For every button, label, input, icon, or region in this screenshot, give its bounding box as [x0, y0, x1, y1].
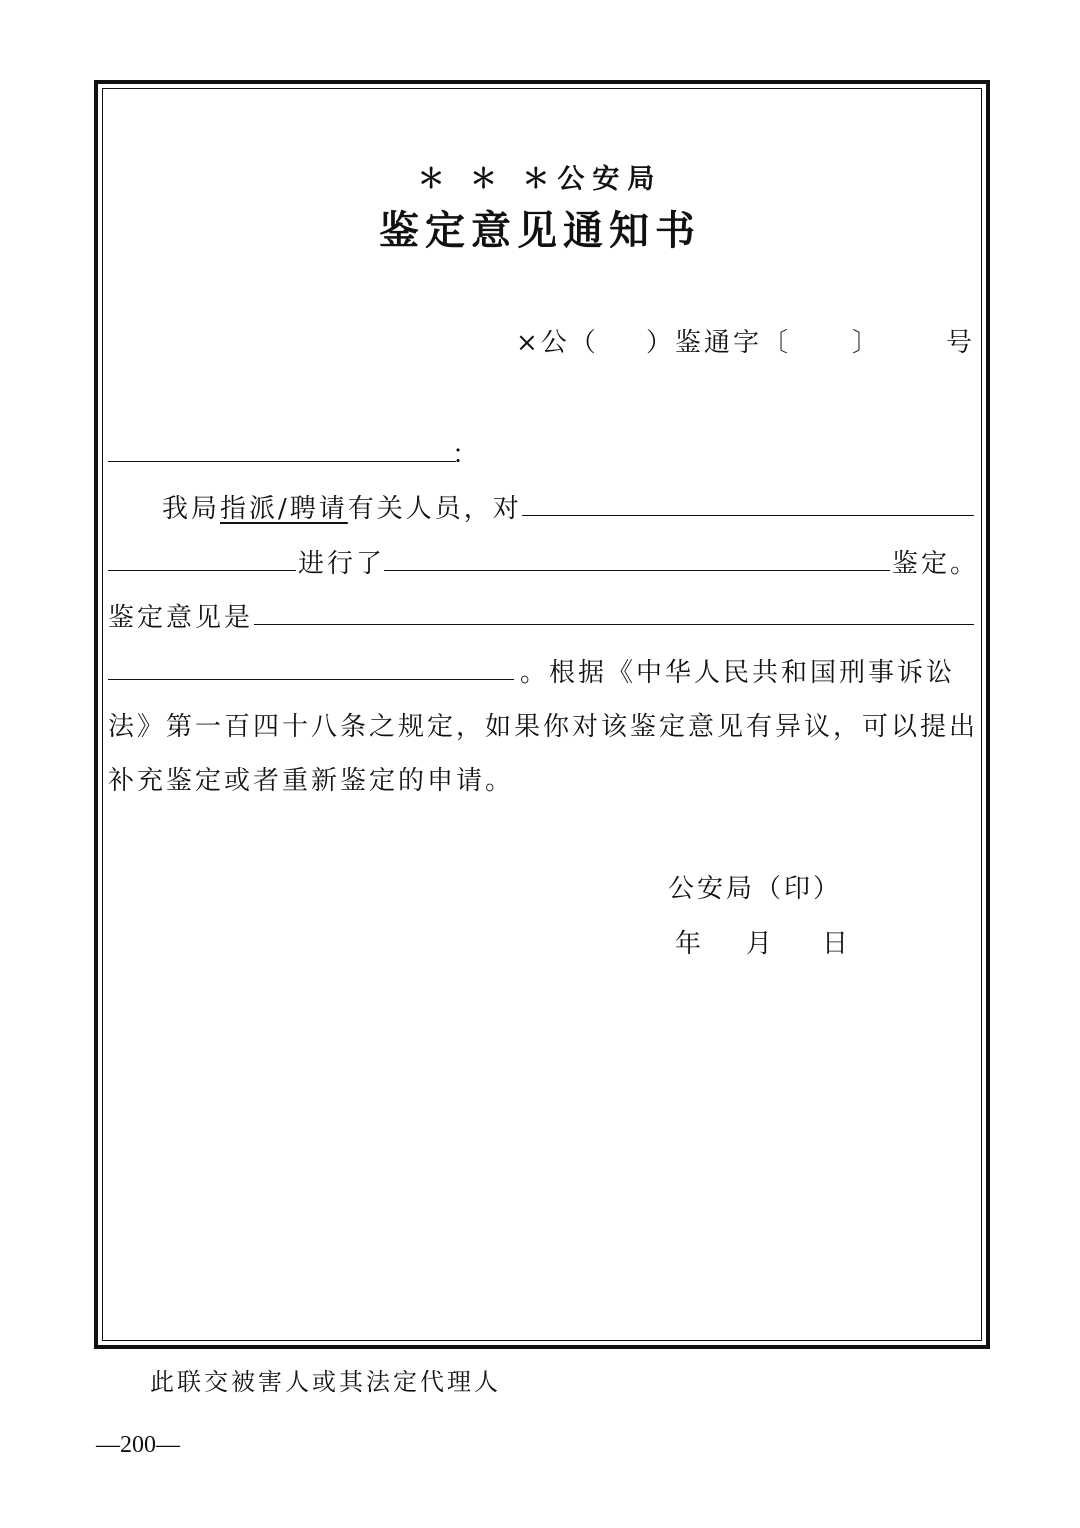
body-line-1: [162, 488, 522, 525]
opinion-blank[interactable]: [254, 624, 974, 625]
date-month-label: 月: [746, 929, 776, 959]
object-blank[interactable]: [108, 570, 296, 571]
page-number: —200—: [96, 1432, 180, 1458]
body-text: 我局: [162, 494, 221, 524]
body-text: 。根据《中华人民共和国刑事诉讼: [520, 658, 956, 688]
date-day-label: 日: [822, 929, 852, 959]
doc-number-suffix: 号: [946, 328, 976, 358]
subject-blank[interactable]: [522, 515, 974, 516]
addressee-blank[interactable]: [108, 461, 456, 462]
body-text: 法》第一百四十八条之规定，如果你对该鉴定意见有异议，可以提出: [108, 712, 979, 742]
opinion-blank-continued[interactable]: [108, 679, 514, 680]
appointment-type: 指派/聘请: [220, 494, 348, 524]
copy-recipient-note: 此联交被害人或其法定代理人: [150, 1368, 501, 1396]
doc-number-prefix: ×公（: [516, 328, 599, 358]
appraisal-type-blank[interactable]: [384, 570, 890, 571]
body-text: 补充鉴定或者重新鉴定的申请。: [108, 766, 515, 796]
date-year-label: 年: [675, 929, 705, 959]
doc-number-middle: ）鉴通字〔: [646, 328, 792, 358]
official-seal-label: 公安局（印）: [668, 874, 843, 904]
issuing-agency: ＊ ＊ ＊公安局: [417, 164, 663, 195]
body-text: 有关人员，对: [347, 494, 522, 524]
body-text: 进行了: [298, 549, 386, 579]
document-title: 鉴定意见通知书: [379, 207, 701, 254]
opinion-label: 鉴定意见是: [108, 603, 254, 633]
addressee-colon: ：: [452, 440, 482, 470]
doc-number-bracket-close: 〕: [852, 328, 882, 358]
body-text: 鉴定。: [892, 549, 980, 579]
